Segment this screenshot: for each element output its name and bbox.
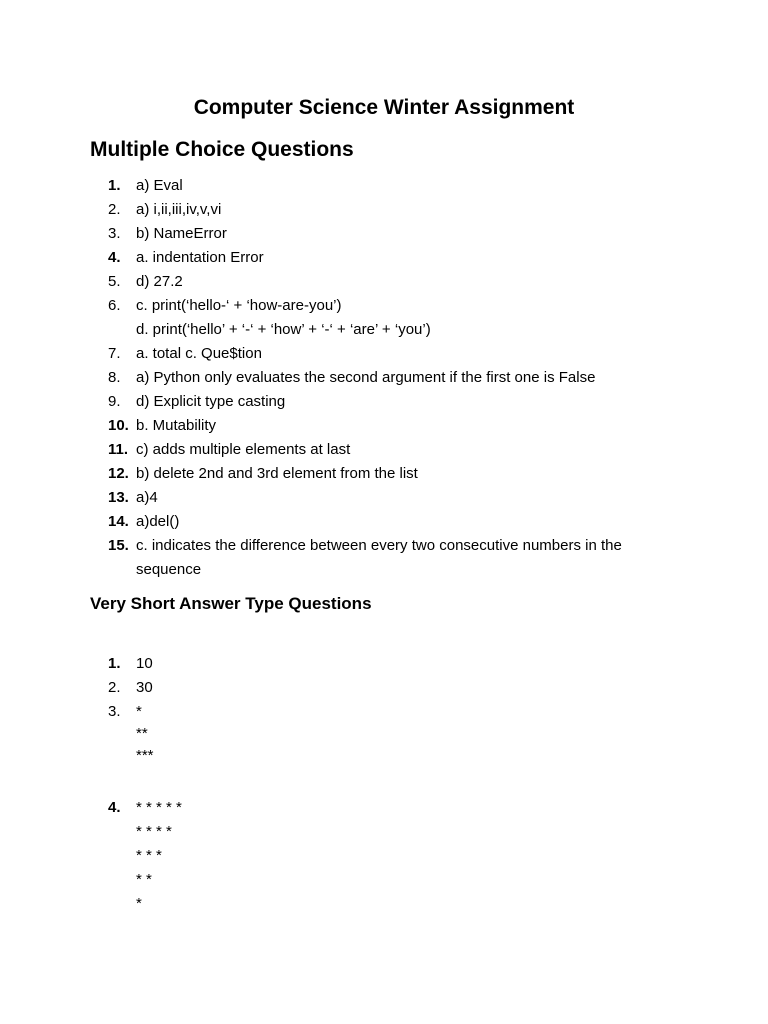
item-number: 10. (108, 417, 129, 434)
item-answer-line: a)del() (136, 513, 180, 530)
item-answer-line: c. print(‘hello-‘ + ‘how-are-you’) (136, 297, 342, 314)
item-answer-line: d. print(‘hello’ + ‘-‘ + ‘how’ + ‘-‘ + ‘are’ + ‘you’) (136, 321, 431, 338)
item-answer-line: a. indentation Error (136, 249, 264, 266)
item-number: 3. (108, 225, 121, 242)
item-number: 11. (108, 441, 129, 458)
item-answer-line: a) Python only evaluates the second argument if the first one is False (136, 369, 596, 386)
item-answer-line: b) NameError (136, 225, 227, 242)
item-answer-line: ** (136, 725, 148, 742)
item-number: 3. (108, 703, 121, 720)
item-number: 15. (108, 537, 129, 554)
mcq-heading: Multiple Choice Questions (90, 138, 354, 161)
item-answer-line: * (136, 895, 142, 912)
item-answer-line: a. total c. Que$tion (136, 345, 262, 362)
item-answer-line: * * (136, 871, 152, 888)
item-number: 2. (108, 679, 121, 696)
item-answer-line: a)4 (136, 489, 158, 506)
vsa-heading: Very Short Answer Type Questions (90, 594, 372, 613)
item-number: 7. (108, 345, 121, 362)
item-number: 4. (108, 799, 121, 816)
item-answer-line: *** (136, 747, 154, 764)
item-number: 1. (108, 177, 121, 194)
item-answer-line: * * * * * (136, 799, 182, 816)
item-number: 14. (108, 513, 129, 530)
item-answer-line: c) adds multiple elements at last (136, 441, 351, 458)
item-answer-line: a) Eval (136, 177, 183, 194)
item-number: 9. (108, 393, 121, 410)
item-number: 6. (108, 297, 121, 314)
item-answer-line: b. Mutability (136, 417, 217, 434)
item-answer-line: c. indicates the difference between every two consecutive numbers in the (136, 537, 622, 554)
item-number: 8. (108, 369, 121, 386)
item-number: 4. (108, 249, 121, 266)
item-answer-line: b) delete 2nd and 3rd element from the list (136, 465, 418, 482)
item-answer-line: * * * (136, 847, 162, 864)
item-number: 5. (108, 273, 121, 290)
item-answer-line: a) i,ii,iii,iv,v,vi (136, 201, 222, 218)
item-answer-line: d) Explicit type casting (136, 393, 286, 410)
item-answer-line: sequence (136, 561, 202, 578)
item-number: 13. (108, 489, 129, 506)
item-number: 1. (108, 655, 121, 672)
item-answer-line: 30 (136, 679, 153, 696)
item-number: 2. (108, 201, 121, 218)
item-answer-line: 10 (136, 655, 153, 672)
document-title: Computer Science Winter Assignment (193, 96, 575, 119)
item-answer-line: * (136, 703, 142, 720)
item-answer-line: d) 27.2 (136, 273, 183, 290)
item-answer-line: * * * * (136, 823, 172, 840)
item-number: 12. (108, 465, 129, 482)
